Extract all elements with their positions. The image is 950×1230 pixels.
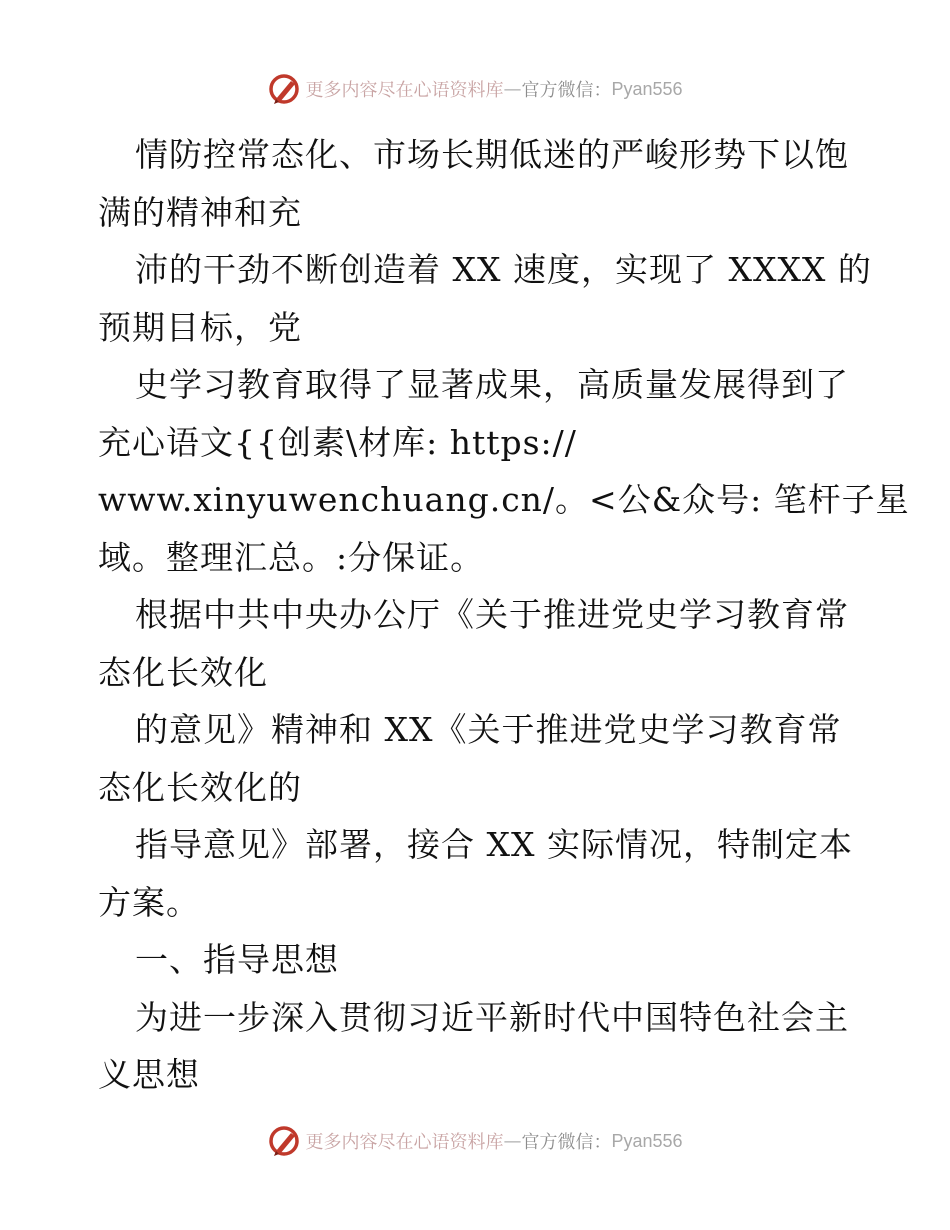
banner-main-text: 更多内容尽在心语资料库 xyxy=(305,80,504,101)
body-line: 态化长效化 xyxy=(98,652,268,692)
banner-main-text: 更多内容尽在心语资料库 xyxy=(305,1132,504,1153)
section-heading: 一、指导思想 xyxy=(135,940,339,979)
body-line: 为进一步深入贯彻习近平新时代中国特色社会主 xyxy=(135,997,849,1037)
body-line: 史学习教育取得了显著成果，高质量发展得到了 xyxy=(135,365,849,404)
body-line: 根据中共中央办公厅《关于推进党史学习教育常 xyxy=(135,595,849,634)
pen-logo-icon xyxy=(267,1124,301,1158)
body-line: 预期目标，党 xyxy=(98,307,302,347)
document-body xyxy=(98,126,910,1104)
header-banner xyxy=(0,72,950,106)
body-line: www.xinyuwenchuang.cn/。<公&众号: 笔杆子星 xyxy=(98,480,910,519)
body-line: 沛的干劲不断创造着 XX 速度，实现了 XXXX 的 xyxy=(135,250,872,289)
body-line: 域。整理汇总。:分保证。 xyxy=(98,537,485,577)
banner-wechat-id: Pyan556 xyxy=(611,78,683,99)
banner-dash: — xyxy=(503,1130,522,1152)
body-line: 充心语文{{创素\材库: https:// xyxy=(98,422,577,462)
footer-banner xyxy=(0,1124,950,1158)
body-line: 情防控常态化、市场长期低迷的严峻形势下以饱 xyxy=(135,135,849,174)
body-line: 义思想 xyxy=(98,1055,200,1094)
body-line: 态化长效化的 xyxy=(98,767,302,807)
banner-label: 官方微信： xyxy=(521,1132,612,1153)
banner-dash: — xyxy=(503,78,522,100)
body-line: 满的精神和充 xyxy=(98,192,302,232)
body-line: 指导意见》部署，接合 XX 实际情况，特制定本 xyxy=(135,825,853,864)
pen-logo-icon xyxy=(267,72,301,106)
banner-wechat-id: Pyan556 xyxy=(611,1130,683,1151)
body-line: 方案。 xyxy=(98,882,200,922)
body-line: 的意见》精神和 XX《关于推进党史学习教育常 xyxy=(135,710,842,749)
banner-label: 官方微信： xyxy=(521,80,612,101)
